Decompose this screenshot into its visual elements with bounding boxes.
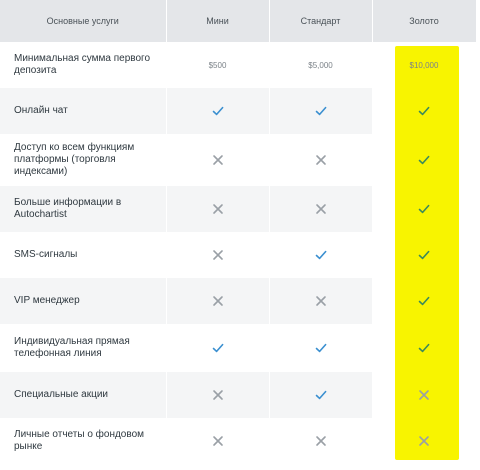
feature-cell-standard [269, 186, 372, 232]
cross-icon [315, 154, 327, 166]
feature-label: SMS-сигналы [0, 232, 166, 278]
feature-label: Онлайн чат [0, 88, 166, 134]
table-row [0, 278, 476, 324]
feature-cell-mini [166, 324, 269, 372]
table-row [0, 42, 476, 88]
feature-cell-standard [269, 278, 372, 324]
cross-icon [418, 389, 430, 401]
feature-cell-gold [372, 418, 476, 464]
header-plan-gold: Золото [372, 0, 476, 42]
cross-icon [212, 389, 224, 401]
feature-cell-gold [372, 232, 476, 278]
checkmark-icon [418, 249, 430, 261]
cross-icon [315, 295, 327, 307]
feature-label: Доступ ко всем функциям платформы (торговля индексами) [0, 134, 166, 186]
feature-cell-gold [372, 186, 476, 232]
checkmark-icon [315, 105, 327, 117]
cross-icon [212, 435, 224, 447]
feature-cell-gold [372, 134, 476, 186]
checkmark-icon [418, 342, 430, 354]
deposit-value-mini: $500 [166, 42, 269, 88]
header-features: Основные услуги [0, 0, 166, 42]
cross-icon [418, 435, 430, 447]
feature-cell-mini [166, 232, 269, 278]
checkmark-icon [212, 342, 224, 354]
feature-cell-mini [166, 372, 269, 418]
feature-cell-mini [166, 278, 269, 324]
feature-cell-standard [269, 134, 372, 186]
feature-cell-mini [166, 134, 269, 186]
table-row [0, 186, 476, 232]
table-row [0, 232, 476, 278]
feature-cell-mini [166, 88, 269, 134]
checkmark-icon [315, 249, 327, 261]
checkmark-icon [418, 105, 430, 117]
feature-cell-standard [269, 418, 372, 464]
feature-cell-gold [372, 324, 476, 372]
feature-label: Специальные акции [0, 372, 166, 418]
feature-label: Личные отчеты о фондовом рынке [0, 418, 166, 464]
feature-cell-standard [269, 88, 372, 134]
checkmark-icon [315, 389, 327, 401]
cross-icon [212, 154, 224, 166]
checkmark-icon [418, 154, 430, 166]
header-plan-mini: Мини [166, 0, 269, 42]
cross-icon [212, 203, 224, 215]
checkmark-icon [418, 203, 430, 215]
feature-cell-gold [372, 88, 476, 134]
table-row [0, 372, 476, 418]
feature-label: Индивидуальная прямая телефонная линия [0, 324, 166, 372]
deposit-value-standard: $5,000 [269, 42, 372, 88]
cross-icon [212, 295, 224, 307]
table-row [0, 134, 476, 186]
cross-icon [212, 249, 224, 261]
table-header-row [0, 0, 476, 42]
table-row [0, 88, 476, 134]
feature-cell-gold [372, 372, 476, 418]
table-row [0, 418, 476, 464]
feature-cell-mini [166, 418, 269, 464]
cross-icon [315, 435, 327, 447]
checkmark-icon [418, 295, 430, 307]
deposit-value-gold: $10,000 [372, 42, 476, 88]
feature-label: Минимальная сумма первого депозита [0, 42, 166, 88]
checkmark-icon [212, 105, 224, 117]
header-plan-standard: Стандарт [269, 0, 372, 42]
table-row [0, 324, 476, 372]
feature-cell-mini [166, 186, 269, 232]
feature-label: VIP менеджер [0, 278, 166, 324]
cross-icon [315, 203, 327, 215]
feature-label: Больше информации в Autochartist [0, 186, 166, 232]
feature-cell-standard [269, 232, 372, 278]
checkmark-icon [315, 342, 327, 354]
feature-cell-standard [269, 324, 372, 372]
feature-cell-gold [372, 278, 476, 324]
feature-cell-standard [269, 372, 372, 418]
